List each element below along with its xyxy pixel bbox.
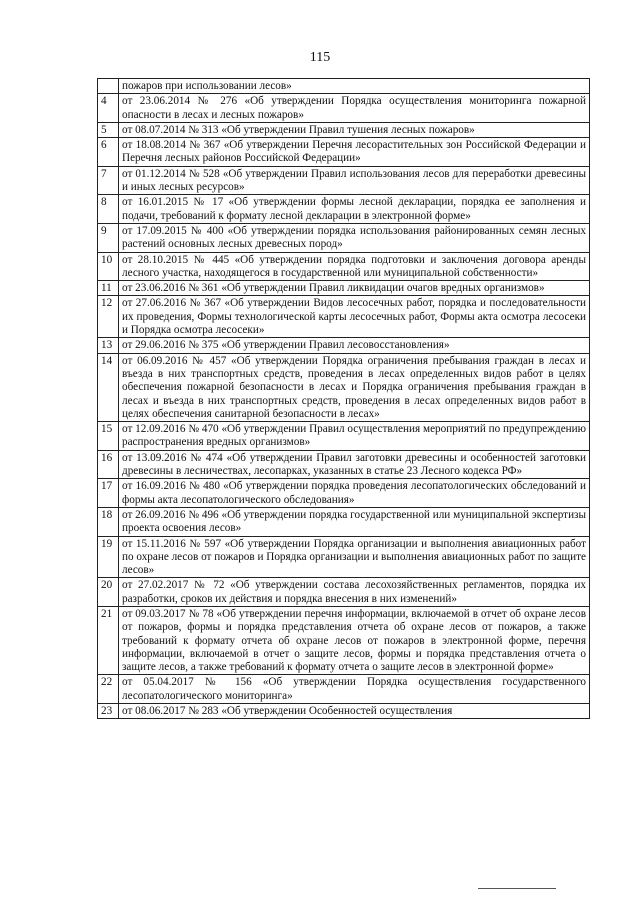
row-text: от 08.06.2017 № 283 «Об утверждении Особенностей осуществления bbox=[119, 704, 590, 719]
row-number: 17 bbox=[98, 479, 119, 508]
row-text: пожаров при использовании лесов» bbox=[119, 79, 590, 94]
regulations-table-body bbox=[98, 79, 590, 719]
row-text: от 01.12.2014 № 528 «Об утверждении Правил использования лесов для переработки древесины и иных лесных ресурсов» bbox=[119, 166, 590, 195]
row-text: от 27.06.2016 № 367 «Об утверждении Видов лесосечных работ, порядка и последовательности их проведения, Формы технологической карты лесосечных работ, Формы акта осмотра лесосеки и Порядка осмотра лесосеки» bbox=[119, 296, 590, 338]
row-text: от 23.06.2014 № 276 «Об утверждении Порядка осуществления мониторинга пожарной опасности в лесах и лесных пожаров» bbox=[119, 94, 590, 123]
row-text: от 16.01.2015 № 17 «Об утверждении формы лесной декларации, порядка ее заполнения и подачи, требований к формату лесной декларации в электронной форме» bbox=[119, 195, 590, 224]
row-number: 10 bbox=[98, 252, 119, 281]
regulations-table bbox=[97, 78, 590, 719]
row-text: от 09.03.2017 № 78 «Об утверждении перечня информации, включаемой в отчет об охране лесов от пожаров, формы и порядка представления отчета об охране лесов от пожаров, а также требований к формату отчета об охране лесов от пожаров в электронной форме, перечня информации, включаемой в отчет о защите лесов, формы и порядка представления отчета о защите лесов, а также требований к формату отчета о защите лесов в электронной форме» bbox=[119, 606, 590, 674]
table-row bbox=[98, 704, 590, 719]
table-row bbox=[98, 450, 590, 479]
table-row bbox=[98, 536, 590, 578]
table-row bbox=[98, 479, 590, 508]
row-number: 21 bbox=[98, 606, 119, 674]
row-number: 12 bbox=[98, 296, 119, 338]
row-text: от 13.09.2016 № 474 «Об утверждении Правил заготовки древесины и особенностей заготовки древесины в лесничествах, лесопарках, указанных в статье 23 Лесного кодекса РФ» bbox=[119, 450, 590, 479]
row-text: от 17.09.2015 № 400 «Об утверждении порядка использования районированных семян лесных растений основных лесных древесных пород» bbox=[119, 223, 590, 252]
row-text: от 08.07.2014 № 313 «Об утверждении Правил тушения лесных пожаров» bbox=[119, 122, 590, 137]
row-number bbox=[98, 79, 119, 94]
table-row bbox=[98, 195, 590, 224]
row-text: от 12.09.2016 № 470 «Об утверждении Правил осуществления мероприятий по предупреждению распространения вредных организмов» bbox=[119, 422, 590, 451]
row-number: 4 bbox=[98, 94, 119, 123]
row-number: 6 bbox=[98, 138, 119, 167]
row-text: от 28.10.2015 № 445 «Об утверждении порядка подготовки и заключения договора аренды лесного участка, находящегося в государственной или муниципальной собственности» bbox=[119, 252, 590, 281]
row-text: от 16.09.2016 № 480 «Об утверждении порядка проведения лесопатологических обследований и формы акта лесопатологического обследования» bbox=[119, 479, 590, 508]
table-row bbox=[98, 606, 590, 674]
row-number: 13 bbox=[98, 338, 119, 353]
page-number: 115 bbox=[309, 50, 331, 65]
row-number: 8 bbox=[98, 195, 119, 224]
row-text: от 27.02.2017 № 72 «Об утверждении состава лесохозяйственных регламентов, порядка их разработки, сроков их действия и порядка внесения в них изменений» bbox=[119, 578, 590, 607]
row-number: 20 bbox=[98, 578, 119, 607]
table-row bbox=[98, 507, 590, 536]
row-number: 9 bbox=[98, 223, 119, 252]
table-row bbox=[98, 578, 590, 607]
row-number: 7 bbox=[98, 166, 119, 195]
table-row bbox=[98, 296, 590, 338]
row-number: 19 bbox=[98, 536, 119, 578]
row-text: от 23.06.2016 № 361 «Об утверждении Правил ликвидации очагов вредных организмов» bbox=[119, 281, 590, 296]
row-number: 22 bbox=[98, 675, 119, 704]
row-number: 15 bbox=[98, 422, 119, 451]
row-number: 11 bbox=[98, 281, 119, 296]
scan-mark bbox=[478, 888, 556, 889]
row-text: от 18.08.2014 № 367 «Об утверждении Перечня лесорастительных зон Российской Федерации и Перечня лесных районов Российской Федерации» bbox=[119, 138, 590, 167]
row-text: от 05.04.2017 № 156 «Об утверждении Порядка осуществления государственного лесопатологического мониторинга» bbox=[119, 675, 590, 704]
row-text: от 29.06.2016 № 375 «Об утверждении Правил лесовосстановления» bbox=[119, 338, 590, 353]
row-number: 16 bbox=[98, 450, 119, 479]
row-number: 14 bbox=[98, 353, 119, 421]
row-text: от 06.09.2016 № 457 «Об утверждении Порядка ограничения пребывания граждан в лесах и въезда в них транспортных средств, проведения в лесах определенных видов работ в целях обеспечения пожарной безопасности в лесах и Порядка ограничения пребывания граждан в лесах и въезда в них транспортных средств, проведения в лесах определенных видов работ в целях обеспечения санитарной безопасности в лесах» bbox=[119, 353, 590, 421]
row-number: 5 bbox=[98, 122, 119, 137]
row-text: от 26.09.2016 № 496 «Об утверждении порядка государственной или муниципальной экспертизы проекта освоения лесов» bbox=[119, 507, 590, 536]
table-row bbox=[98, 138, 590, 167]
table-row bbox=[98, 338, 590, 353]
table-row bbox=[98, 353, 590, 421]
table-row bbox=[98, 422, 590, 451]
table-row bbox=[98, 223, 590, 252]
row-number: 18 bbox=[98, 507, 119, 536]
row-text: от 15.11.2016 № 597 «Об утверждении Порядка организации и выполнения авиационных работ по охране лесов от пожаров и Порядка организации и выполнения авиационных работ по защите лесов» bbox=[119, 536, 590, 578]
table-row bbox=[98, 166, 590, 195]
table-row bbox=[98, 281, 590, 296]
table-row bbox=[98, 79, 590, 94]
table-row bbox=[98, 94, 590, 123]
table-row bbox=[98, 122, 590, 137]
row-number: 23 bbox=[98, 704, 119, 719]
table-row bbox=[98, 252, 590, 281]
table-row bbox=[98, 675, 590, 704]
